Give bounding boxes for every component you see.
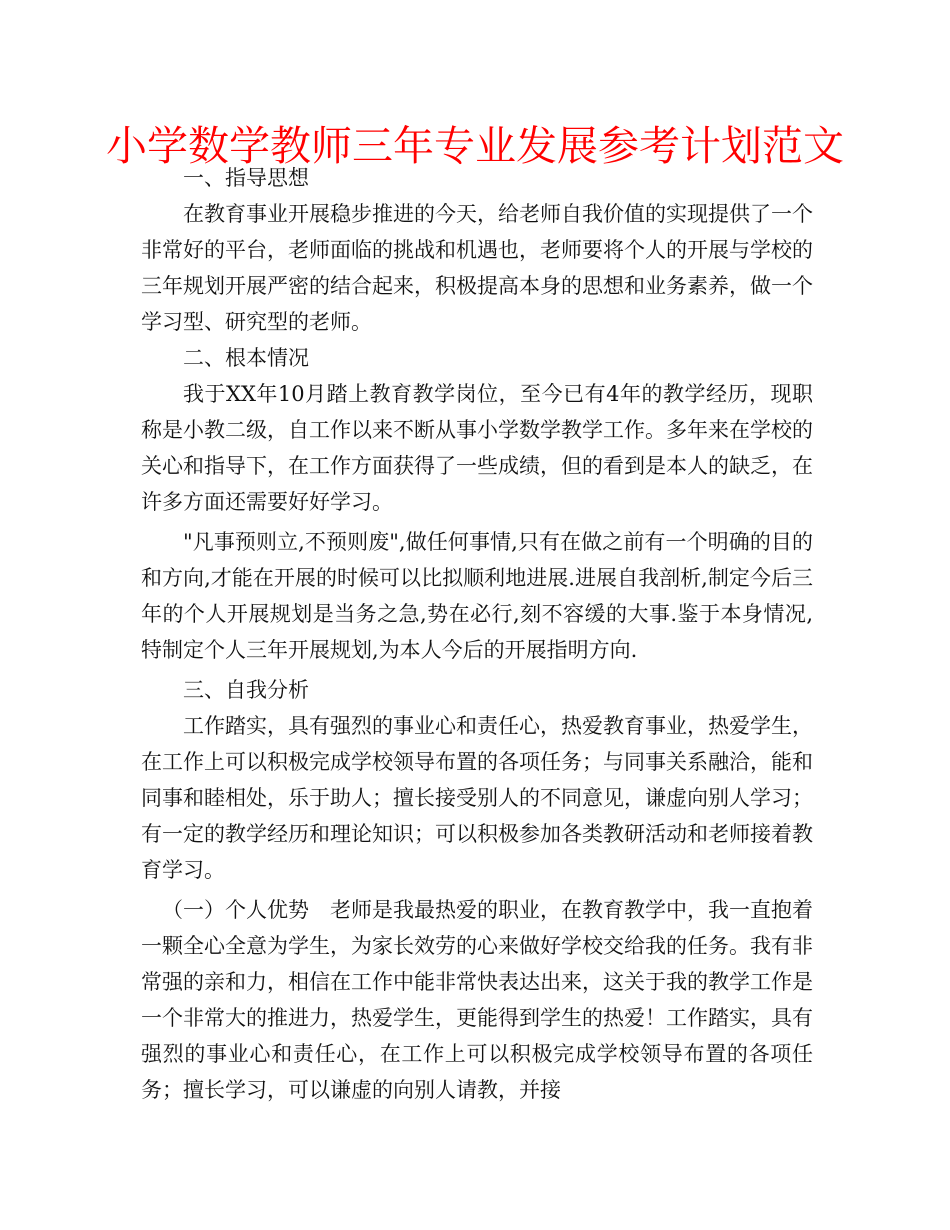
section-heading-basic-situation: 二、根本情况 <box>183 346 309 370</box>
paragraph-self-analysis: 工作踏实，具有强烈的事业心和责任心，热爱教育事业，热爱学生，在工作上可以积极完成学校领导布置的各项任务；与同事关系融洽，能和同事和睦相处，乐于助人；擅长接受别人的不同意见，谦虚向别人学习；有一定的教学经历和理论知识；可以积极参加各类教研活动和老师接着教育学习。 <box>141 714 813 882</box>
document-body <box>141 160 813 1108</box>
paragraph-basic-situation-1: 我于XX年10月踏上教育教学岗位，至今已有4年的教学经历，现职称是小教二级，自工作以来不断从事小学数学教学工作。多年来在学校的关心和指导下，在工作方面获得了一些成绩，但的看到是本人的缺乏，在许多方面还需要好好学习。 <box>141 382 813 514</box>
paragraph-basic-situation-2: "凡事预则立,不预则废",做任何事情,只有在做之前有一个明确的目的和方向,才能在开展的时候可以比拟顺利地进展.进展自我剖析,制定今后三年的个人开展规划是当务之急,势在必行,刻不容缓的大事.鉴于本身情况,特制定个人三年开展规划,为本人今后的开展指明方向. <box>141 530 813 662</box>
section-heading-self-analysis: 三、自我分析 <box>183 678 309 702</box>
document-title: 小学数学教师三年专业发展参考计划范文 <box>106 122 844 170</box>
paragraph-guiding-thought: 在教育事业开展稳步推进的今天，给老师自我价值的实现提供了一个非常好的平台，老师面临的挑战和机遇也，老师要将个人的开展与学校的三年规划开展严密的结合起来，积极提高本身的思想和业务素养，做一个学习型、研究型的老师。 <box>141 202 813 334</box>
paragraph-personal-advantages: （一）个人优势 老师是我最热爱的职业，在教育教学中，我一直抱着一颗全心全意为学生，为家长效劳的心来做好学校交给我的任务。我有非常强的亲和力，相信在工作中能非常快表达出来，这关于我的教学工作是一个非常大的推进力，热爱学生，更能得到学生的热爱！工作踏实，具有强烈的事业心和责任心，在工作上可以积极完成学校领导布置的各项任务；擅长学习，可以谦虚的向别人请教，并接 <box>141 898 813 1102</box>
section-heading-guiding-thought: 一、指导思想 <box>183 166 309 190</box>
